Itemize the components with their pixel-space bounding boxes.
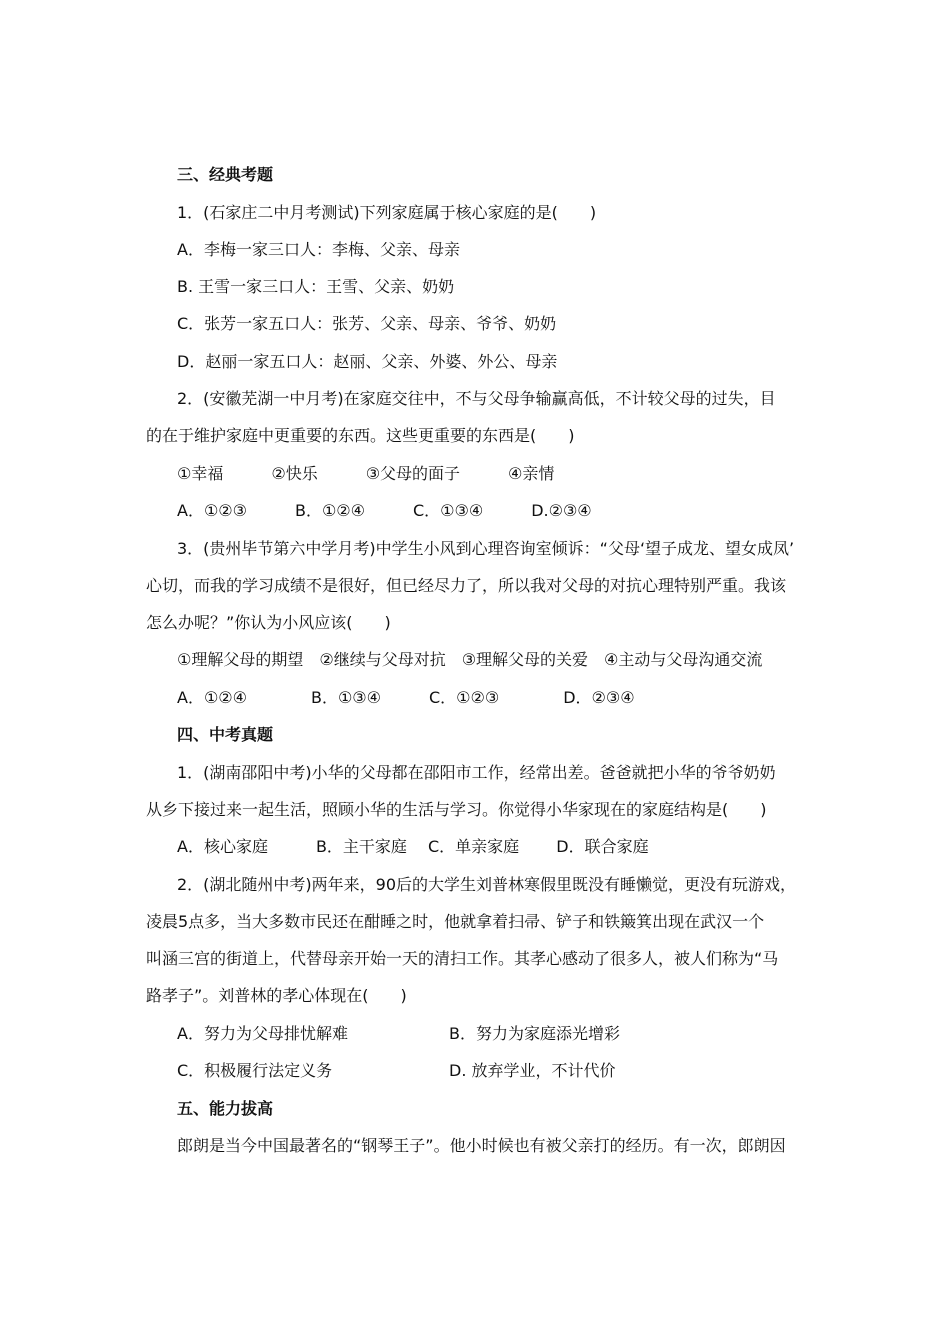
s4-q2-stem-line3: 叫涵三宫的街道上，代替母亲开始一天的清扫工作。其孝心感动了很多人，被人们称为“马 [146, 949, 779, 968]
s3-q2-stem-line2: 的在于维护家庭中更重要的东西。这些更重要的东西是( ) [146, 426, 575, 445]
s3-q1-option-c: C．张芳一家五口人：张芳、父亲、母亲、爷爷、奶奶 [177, 314, 557, 333]
s4-q1-stem-line2: 从乡下接过来一起生活，照顾小华的生活与学习。你觉得小华家现在的家庭结构是( ) [146, 800, 767, 819]
s4-q2-options-row1 [177, 1019, 847, 1049]
s4-q2-stem-line2: 凌晨5点多，当大多数市民还在酣睡之时，他就拿着扫帚、铲子和铁簸箕出现在武汉一个 [146, 912, 765, 931]
s3-q3-stem-line2: 心切，而我的学习成绩不是很好，但已经尽力了，所以我对父母的对抗心理特别严重。我该 [146, 576, 787, 595]
s3-q3-stem-line3: 怎么办呢？”你认为小风应该( ) [146, 613, 391, 632]
s3-q3-options: A．①②④ B．①③④ C．①②③ D．②③④ [177, 688, 635, 707]
s4-q2-stem-line1: 2．(湖北随州中考)两年来，90后的大学生刘普林寒假里既没有睡懒觉，更没有玩游戏， [177, 875, 797, 894]
s4-q2-option-b: B．努力为家庭添光增彩 [449, 1024, 620, 1043]
s4-q2-option-c: C．积极履行法定义务 [177, 1061, 333, 1080]
section-heading-3: 三、经典考题 [177, 165, 274, 184]
s3-q1-option-b: B. 王雪一家三口人：王雪、父亲、奶奶 [177, 277, 455, 296]
s4-q2-stem-line4: 路孝子”。刘普林的孝心体现在( ) [146, 986, 407, 1005]
s3-q3-stem-line1: 3．(贵州毕节第六中学月考)中学生小风到心理咨询室倾诉：“父母‘望子成龙、望女成凤’ [177, 539, 795, 558]
s4-q1-options: A．核心家庭 B．主干家庭 C．单亲家庭 D．联合家庭 [177, 837, 649, 856]
s3-q1-option-a: A．李梅一家三口人：李梅、父亲、母亲 [177, 240, 460, 259]
s4-q2-option-d: D. 放弃学业，不计代价 [449, 1061, 616, 1080]
s3-q1-option-d: D．赵丽一家五口人：赵丽、父亲、外婆、外公、母亲 [177, 352, 558, 371]
s4-q2-options-row2 [177, 1056, 847, 1086]
s4-q1-stem-line1: 1．(湖南邵阳中考)小华的父母都在邵阳市工作，经常出差。爸爸就把小华的爷爷奶奶 [177, 763, 776, 782]
s4-q2-option-a: A．努力为父母排忧解难 [177, 1024, 348, 1043]
s3-q3-items: ①理解父母的期望 ②继续与父母对抗 ③理解父母的关爱 ④主动与父母沟通交流 [177, 650, 763, 669]
s3-q2-stem-line1: 2．(安徽芜湖一中月考)在家庭交往中，不与父母争输赢高低，不计较父母的过失，目 [177, 389, 776, 408]
s5-paragraph-line1: 郎朗是当今中国最著名的“钢琴王子”。他小时候也有被父亲打的经历。有一次，郎朗因 [177, 1136, 786, 1155]
section-heading-4: 四、中考真题 [177, 725, 274, 744]
section-heading-5: 五、能力拔高 [177, 1099, 274, 1118]
s3-q1-stem: 1．(石家庄二中月考测试)下列家庭属于核心家庭的是( ) [177, 203, 597, 222]
s3-q2-options: A．①②③ B．①②④ C．①③④ D.②③④ [177, 501, 592, 520]
s3-q2-items: ①幸福 ②快乐 ③父母的面子 ④亲情 [177, 464, 555, 483]
